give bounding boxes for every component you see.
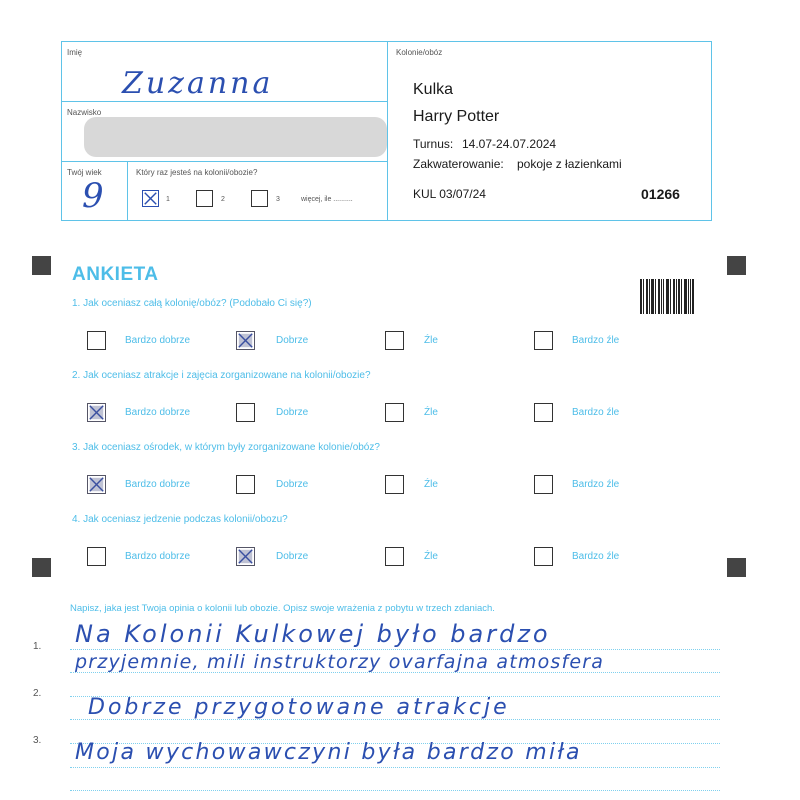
rating-option-label: Dobrze xyxy=(276,479,309,490)
form-divider xyxy=(61,101,387,102)
which-time-checkbox-2[interactable] xyxy=(196,190,213,207)
rating-option-label: Dobrze xyxy=(276,551,309,562)
name-value[interactable]: Zuzanna xyxy=(122,66,274,101)
rating-checkbox[interactable] xyxy=(236,403,255,422)
rating-checkbox[interactable] xyxy=(534,475,553,494)
rating-checkbox[interactable] xyxy=(534,331,553,350)
which-time-checkbox-3[interactable] xyxy=(251,190,268,207)
surname-label: Nazwisko xyxy=(67,108,102,117)
form-divider xyxy=(387,41,388,221)
age-label: Twój wiek xyxy=(67,168,102,177)
line-number: 2. xyxy=(33,688,42,699)
check-mark-icon xyxy=(237,332,254,349)
camp-name: Kulka xyxy=(413,81,454,98)
writing-line xyxy=(70,790,720,791)
rating-option-label: Źle xyxy=(424,479,438,490)
survey-question: 4. Jak oceniasz jedzenie podczas kolonii/obozu? xyxy=(72,514,288,525)
barcode-icon xyxy=(640,279,694,314)
rating-checkbox[interactable] xyxy=(87,403,106,422)
rating-option-label: Bardzo dobrze xyxy=(125,551,191,562)
rating-option-label: Bardzo dobrze xyxy=(125,407,191,418)
which-time-label: Który raz jesteś na kolonii/obozie? xyxy=(136,168,258,177)
survey-question: 1. Jak oceniasz całą kolonię/obóz? (Podobało Ci się?) xyxy=(72,298,312,309)
rating-option-label: Dobrze xyxy=(276,407,309,418)
writing-line xyxy=(70,649,720,650)
registration-mark xyxy=(32,558,51,577)
rating-checkbox[interactable] xyxy=(236,475,255,494)
check-mark-icon xyxy=(88,404,105,421)
rating-option-label: Źle xyxy=(424,335,438,346)
survey-title: ANKIETA xyxy=(72,264,159,285)
more-label: więcej, ile .......... xyxy=(301,196,353,203)
rating-checkbox[interactable] xyxy=(87,475,106,494)
name-label: Imię xyxy=(67,48,83,57)
answer-line[interactable]: Dobrze przygotowane atrakcje xyxy=(88,695,510,720)
camp-code: KUL 03/07/24 xyxy=(413,187,486,201)
rating-checkbox[interactable] xyxy=(534,403,553,422)
answer-line[interactable]: przyjemnie, mili instruktorzy ovarfajna atmosfera xyxy=(75,651,605,673)
rating-option-label: Źle xyxy=(424,551,438,562)
rating-option-label: Bardzo dobrze xyxy=(125,335,191,346)
form-divider xyxy=(127,161,128,221)
accommodation-label: Zakwaterowanie: xyxy=(413,157,504,171)
accommodation-value: pokoje z łazienkami xyxy=(517,157,622,171)
check-mark-icon xyxy=(88,476,105,493)
camp-theme: Harry Potter xyxy=(413,108,500,125)
line-number: 1. xyxy=(33,641,42,652)
surname-redacted[interactable] xyxy=(84,117,387,157)
camp-number: 01266 xyxy=(641,186,680,202)
line-number: 3. xyxy=(33,735,42,746)
survey-question: 3. Jak oceniasz ośrodek, w którym były zorganizowane kolonie/obóz? xyxy=(72,442,380,453)
rating-option-label: Bardzo źle xyxy=(572,335,620,346)
rating-checkbox[interactable] xyxy=(236,547,255,566)
rating-checkbox[interactable] xyxy=(534,547,553,566)
rating-checkbox[interactable] xyxy=(236,331,255,350)
turnus-value: 14.07-24.07.2024 xyxy=(462,137,557,151)
rating-option-label: Bardzo źle xyxy=(572,407,620,418)
registration-mark xyxy=(727,558,746,577)
answer-line[interactable]: Moja wychowawczyni była bardzo miła xyxy=(75,740,582,765)
check-cross-icon xyxy=(143,191,158,206)
rating-option-label: Bardzo źle xyxy=(572,551,620,562)
rating-checkbox[interactable] xyxy=(385,403,404,422)
option-2-label: 2 xyxy=(221,196,225,203)
turnus-label: Turnus: xyxy=(413,137,454,151)
rating-option-label: Bardzo dobrze xyxy=(125,479,191,490)
rating-option-label: Źle xyxy=(424,407,438,418)
rating-option-label: Bardzo źle xyxy=(572,479,620,490)
rating-checkbox[interactable] xyxy=(385,331,404,350)
opinion-prompt: Napisz, jaka jest Twoja opinia o kolonii lub obozie. Opisz swoje wrażenia z pobytu w trzech zdaniach. xyxy=(70,603,495,614)
rating-checkbox[interactable] xyxy=(87,547,106,566)
age-value[interactable]: 9 xyxy=(82,176,104,216)
rating-option-label: Dobrze xyxy=(276,335,309,346)
rating-checkbox[interactable] xyxy=(385,475,404,494)
camp-label: Kolonie/obóz xyxy=(396,48,443,57)
option-3-label: 3 xyxy=(276,196,280,203)
rating-checkbox[interactable] xyxy=(385,547,404,566)
which-time-checkbox-1[interactable] xyxy=(142,190,159,207)
check-mark-icon xyxy=(237,548,254,565)
option-1-label: 1 xyxy=(166,196,170,203)
writing-line xyxy=(70,767,720,768)
answer-line[interactable]: Na Kolonii Kulkowej było bardzo xyxy=(75,620,551,648)
registration-mark xyxy=(727,256,746,275)
rating-checkbox[interactable] xyxy=(87,331,106,350)
form-divider xyxy=(61,161,387,162)
registration-mark xyxy=(32,256,51,275)
survey-question: 2. Jak oceniasz atrakcje i zajęcia zorganizowane na kolonii/obozie? xyxy=(72,370,371,381)
